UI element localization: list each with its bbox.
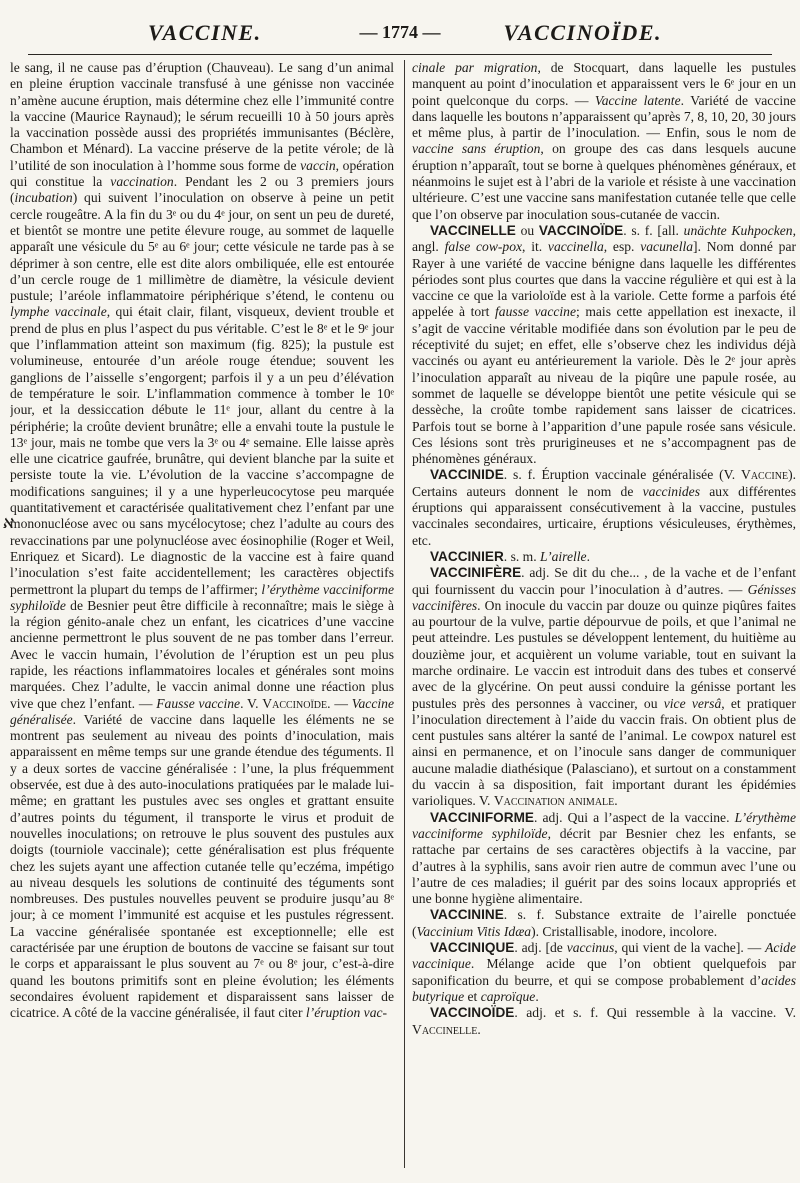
dictionary-entry <box>412 223 796 467</box>
text-run: , esp. <box>603 239 641 255</box>
entry-headword: VACCINIFÈRE <box>430 565 522 581</box>
text-run: , qui était clair, filant, visqueux, devient trouble et prend de plus en plus l’aspect du pus véritable. C’est le 8ᵉ et le 9ᵉ jour que l’inflammation atteint son maximum (fig. 825); la pustule est volumineuse, entourée d’un aréole rouge étendue; souvent les ganglions de l’aisselle s’engorgent; parfois il y a un peu d’élévation de température le soir. L’inflammation commence à tomber le 10ᵉ jour, et la dessiccation débute le 11ᵉ jour, allant du centre à la périphérie; la croûte devient brunâtre; elle a envahi toute la pustule le 13ᵉ jour, mais ne tombe que vers la 3ᵉ ou 4ᵉ semaine. Elle laisse après elle une cicatrice gaufrée, brunâtre, qui devient blanche par la suite et persiste toute la vie. L’évolution de la vaccine s’accompagne de modifications sanguines; il y a une hyperleucocytose peu marquée quantitativement et caractérisée qualitativement chez l’enfant par une mononucléose avec ou sans mycélocytose; chez l’adulte au cours des revaccinations par une polynucléose avec éosinophilie (Roger et Weil, Enriquez et Sicard). Le diagnostic de la vaccine est à faire quand l’inoculation s’est faite accidentellement; les caractères objectifs permettront la plupart du temps de l’affirmer; <box>10 304 394 597</box>
continued-paragraph <box>412 60 796 223</box>
text-run: L’airelle <box>540 548 587 564</box>
text-run: ]. Nom donné par Rayer à une variété de vaccine bénigne dans laquelle les différentes périodes sont plus courtes que dans la vaccine régulière et qui est à la vaccine ce que la varioloïde est à la variole. Cette forme a parfois été appelée à tort <box>412 239 796 320</box>
text-run: , et pratiquer l’inoculation directement à l’aide du vaccin frais. On obtient plus de cent pustules sans altérer la santé de l’animal. Le cowpox naturel est ainsi en permanence, et on l’inocule sans danger de communiquer aucune maladie diathésique (Palasciano), et surtout on a constamment du vaccin à sa disposition, fait important durant les épidémies varioliques. V. <box>412 695 796 809</box>
text-run: vaccination <box>110 174 174 190</box>
dictionary-entry <box>412 549 796 565</box>
text-run: vaccine sans éruption <box>412 141 541 157</box>
text-run: . Pendant les 2 ou 3 premiers jours ( <box>10 174 394 206</box>
text-run: caproïque <box>480 988 536 1004</box>
entry-headword: VACCINELLE <box>430 222 516 238</box>
page-header <box>28 14 772 55</box>
text-run: unächte Kuhpocken <box>683 222 793 238</box>
entry-headword: VACCININE <box>430 907 504 923</box>
text-run: ) qui suivent l’inoculation on observe à peine un petit cercle rougeâtre. A la fin du 3ᵉ ou du 4ᵉ jour, on sent un peu de dureté, et bientôt se montre une petite élevure rouge, au sommet de laquelle apparaît une vésicule du 5ᵉ au 6ᵉ jour; cette vésicule ne tarde pas à se déprimer à son centre, elle est dite alors ombiliquée, elle est entourée d’un cercle rouge de 1 millimètre de diamètre, la vésicule devient pustule; l’aréole inflammatoire périphérique s’étend, le contenu ou <box>10 190 394 304</box>
text-run: vaccin <box>300 157 336 173</box>
text-run: et <box>464 988 481 1004</box>
text-run: . <box>614 793 618 809</box>
text-run: . — <box>327 695 352 711</box>
text-run: , on groupe des cas dans lesquels aucune éruption n’apparaît, tout se borne à quelques phénomènes généraux, et néanmoins le sujet est à l’abri de la variole et résiste à une vaccination ultérieure. C’est une vaccine sans manifestation cutanée telle que celle que l’on observe par inoculation sous-cutanée de vaccin. <box>412 141 796 222</box>
right-column <box>412 60 796 1180</box>
text-run: , opération qui constitue la <box>10 157 394 190</box>
dictionary-entry <box>412 907 796 940</box>
text-run: L’érythème vacciniforme syphiloïde <box>412 809 796 841</box>
dictionary-entry <box>412 467 796 548</box>
continued-paragraph <box>10 60 394 1022</box>
text-run: cinale par migration <box>412 60 538 75</box>
entry-headword: VACCINOÏDE <box>538 222 624 238</box>
text-run: . adj. [de <box>514 940 567 956</box>
text-run: l’érythème vacciniforme syphiloïde <box>10 581 394 613</box>
text-run: , angl. <box>412 222 796 255</box>
text-run: Vaccination animale <box>493 793 615 809</box>
text-run: . adj. Qui a l’aspect de la vaccine. <box>533 809 735 825</box>
dictionary-entry <box>412 940 796 1005</box>
text-run: . V. <box>240 695 263 711</box>
text-run: acides butyrique <box>412 972 796 1004</box>
dictionary-entry <box>412 565 796 809</box>
text-run: . Mélange acide que l’on obtient quelquefois par saponification du beurre, et qui se compose probablement d’ <box>412 956 796 988</box>
text-run: . Variété de vaccine dans laquelle les boutons n’apparaissent qu’après 7, 8, 10, 20, 30 jours et même plus, à partir de l’inoculation. — Enfin, sous le nom de <box>412 92 796 141</box>
text-run: vaccinus <box>566 940 615 956</box>
text-run: . s. f. Substance extraite de l’airelle ponctuée ( <box>412 907 796 939</box>
text-run: vaccinella <box>547 239 604 255</box>
text-run: . <box>535 988 539 1004</box>
text-run: , qui vient de la vache]. — <box>614 940 766 956</box>
text-run: , décrit par Besnier chez les enfants, se rattache par certains de ses caractères objectifs à la vaccine, par d’autres à la syphilis, sans avoir rien autre de commun avec l’une ou l’autre de ces maladies; il guérit par des soins locaux appropriés et une bonne hygiène alimentaire. <box>412 825 796 907</box>
text-run: lymphe vaccinale <box>10 304 107 320</box>
entry-headword: VACCINOÏDE <box>430 1005 515 1021</box>
running-head-left: VACCINE. <box>148 20 262 45</box>
text-run: . <box>586 548 590 564</box>
margin-annotation: ℵ <box>2 517 13 532</box>
text-run: le sang, il ne cause pas d’éruption (Chauveau). Le sang d’un animal en pleine éruption vaccinale transfusé à une génisse non vaccinée n’amène aucune éruption, mais détermine chez elle l’immunité contre la vaccine (Maurice Raynaud); le sérum recueilli 10 à 50 jours après la vaccination possède aussi des propriétés immunisantes (Béclère, Chambon et Ménard). La vaccine préserve de la petite vérole; de là l’utilité de son inoculation à l’homme sous forme de <box>10 60 394 173</box>
text-run: fausse vaccine <box>495 304 577 320</box>
text-run: incubation <box>14 190 73 206</box>
text-run: vaccinides <box>642 483 700 499</box>
dictionary-entry <box>412 810 796 908</box>
text-run: false cow-pox <box>444 239 523 255</box>
page-number: — 1774 — <box>359 22 441 42</box>
text-run: . On inocule du vaccin par douze ou quinze piqûres faites au pourtour de la vulve, partie dépourvue de poils, et que l’animal ne peut atteindre. Les pustules se développent lentement, du huitième au douzième jour, et acquièrent un volume variable, tout en suivant la marche ordinaire. Le vaccin est introduit dans des tubes et conservé avec de la glycérine. On peut aussi conduire la génisse portant les pustules près des personnes à vacciner, ou <box>412 597 796 711</box>
text-run: Vaccinoïde <box>262 695 328 711</box>
text-run: ). Cristallisable, inodore, incolore. <box>531 923 718 939</box>
entry-headword: VACCINIQUE <box>430 940 515 956</box>
text-run: vice versâ <box>663 695 722 711</box>
text-run: de Besnier peut être difficile à reconnaître; mais le siège à la région génito-anale chez un enfant, les cicatrices d’une vaccine ancienne permettront le plus souvent de ne pas tomber dans l’erreur. Avec le vaccin humain, l’évolution de l’éruption est un peu plus rapide, les réactions inflammatoires locales et générales sont moins marquées. Chez l’adulte, le vaccin animal donne une réaction plus vive que chez l’enfant. — <box>10 597 394 711</box>
text-run: Vaccine latente <box>594 92 681 108</box>
text-run: . s. m. <box>503 548 541 564</box>
text-run: Acide vaccinique <box>412 940 796 972</box>
text-run: vacunella <box>640 239 694 255</box>
text-run: ; mais cette appellation est inexacte, il s’agit de vaccine véritable modifiée dans son évolution par le peu de réceptivité du sujet; en effet, elle s’observe chez les individus déjà vaccinés ou ayant eu antérieurement la variole. Dès le 2ᵉ jour après l’inoculation apparaît au niveau de la piqûre une papule rosée, au sommet de laquelle se développe bientôt une petite vésicule qui se dessèche, la croûte tombe rapidement sans laisser de cicatrices. Parfois tout se borne à l’apparition d’une papule rosée sans vésicule. Ces lésions sont très prurigineuses et ne s’accompagnent pas de phénomènes généraux. <box>412 304 796 467</box>
text-run: Fausse vaccine <box>156 695 241 711</box>
text-run: aux différentes éruptions qui apparaissent consécutivement à la vaccine, pustules vaccinales secondaires, urticaire, éruptions vésiculeuses, érythèmes, etc. <box>412 483 796 548</box>
text-run: Vaccinelle <box>412 1021 478 1037</box>
text-run: Génisses vaccinifères <box>412 581 796 613</box>
running-head-right: VACCINOÏDE. <box>503 20 662 45</box>
text-run: . adj. et s. f. Qui ressemble à la vaccine. V. <box>514 1005 796 1021</box>
text-run: Vaccinium Vitis Idæa <box>416 923 532 939</box>
text-run: . Variété de vaccine dans laquelle les éléments ne se montrent pas seulement au niveau des points d’inoculation, mais apparaissent en même temps sur une grande étendue des téguments. Il y a deux sortes de vaccine généralisée : l’une, la plus fréquemment observée, est due à des auto-inoculations pratiquées par le malade lui-même; en grattant les pustules avec ses ongles et grattant ensuite d’autres points du tégument, il transporte le virus et produit de nouvelles inoculations; on retrouve le plus souvent des pustules aux doigts (tourniole vaccinale); cette généralisation est plus fréquente chez les sujets ayant une affection cutanée telle qu’eczéma, impétigo au niveau desquels les solutions de continuité des téguments sont nombreuses. Des pustules nouvelles peuvent se produire jusqu’au 8ᵉ jour; à ce moment l’immunité est acquise et les pustules régressent. La vaccine généralisée spontanée est exceptionnelle; elle est caractérisée par une éruption de boutons de vaccine se faisant sur tout le corps et apparaissant le plus souvent au 7ᵉ ou 8ᵉ jour, c’est-à-dire quand les boutons primitifs sont en pleine évolution; les éléments secondaires évoluent rapidement et disparaissent sans laisser de cicatrice. A côté de la vaccine généralisée, il faut citer <box>10 711 394 1021</box>
text-run: , it. <box>522 239 548 255</box>
text-run: Vaccine généralisée <box>10 695 394 727</box>
text-run: ). Certains auteurs donnent le nom de <box>412 467 796 499</box>
dictionary-entry <box>412 1005 796 1038</box>
column-divider <box>404 60 405 1168</box>
text-run: . <box>477 1021 481 1037</box>
text-run: ou <box>515 222 539 238</box>
entry-headword: VACCINIFORME <box>430 809 534 825</box>
entry-headword: VACCINIER <box>430 548 504 564</box>
text-run: , de Stocquart, dans laquelle les pustules manquent au point d’inoculation et apparaissent vers le 6ᵉ jour en un point quelconque du corps. — <box>412 60 796 108</box>
left-column <box>10 60 394 1180</box>
entry-headword: VACCINIDE <box>430 467 504 483</box>
text-run: l’éruption vac- <box>305 1005 388 1021</box>
text-run: . s. f. [all. <box>623 222 684 238</box>
text-run: Vaccine <box>741 467 789 483</box>
text-run: . s. f. Éruption vaccinale généralisée (V. <box>503 467 742 483</box>
text-run: . adj. Se dit du che... , de la vache et de l’enfant qui fournissent du vaccin pour l’inoculation à d’autres. — <box>412 565 796 597</box>
